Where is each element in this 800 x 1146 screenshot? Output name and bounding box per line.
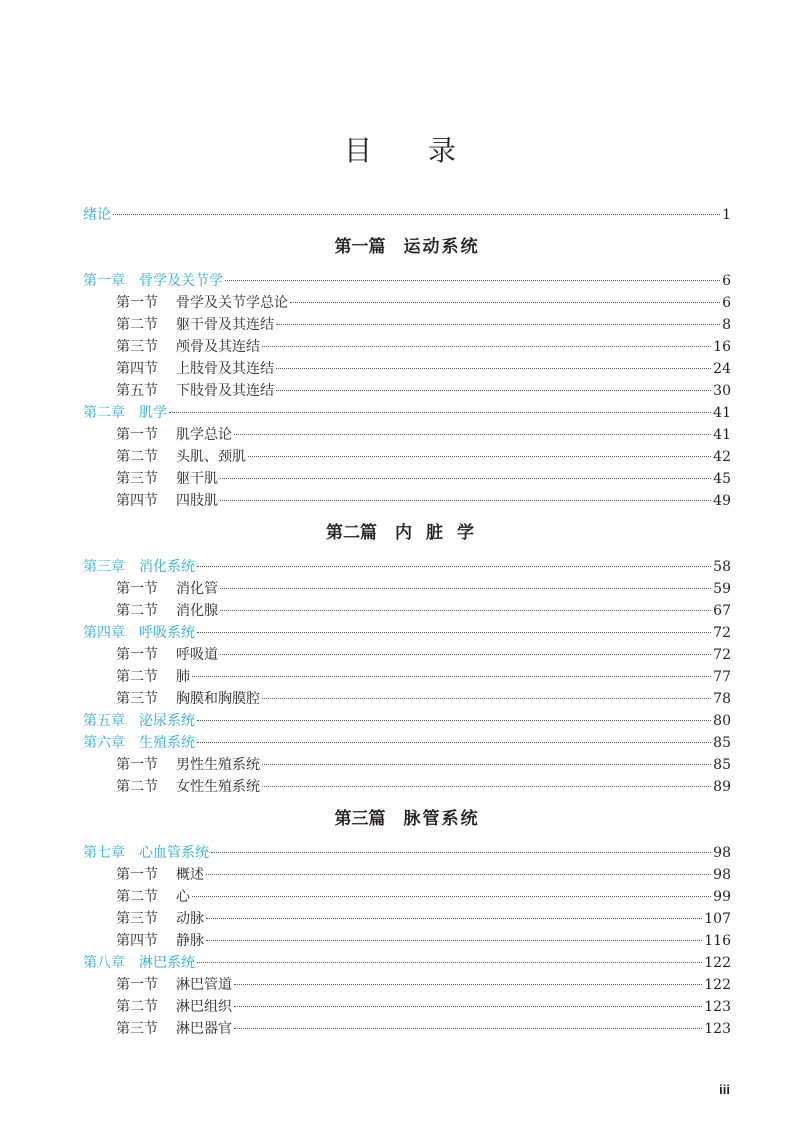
page-number: 80 bbox=[713, 713, 731, 729]
section-number: 第二节 bbox=[116, 889, 158, 905]
page-number: 77 bbox=[713, 669, 731, 685]
chapter-title: 呼吸系统 bbox=[139, 625, 195, 641]
section-number: 第三节 bbox=[116, 691, 158, 707]
dot-leader bbox=[206, 940, 702, 941]
page-number: 6 bbox=[722, 295, 731, 311]
section-number: 第一节 bbox=[116, 757, 158, 773]
page-number: 72 bbox=[713, 625, 731, 641]
chapter-title: 泌尿系统 bbox=[139, 713, 195, 729]
part-heading bbox=[83, 796, 731, 842]
dot-leader bbox=[220, 500, 711, 501]
page-number: 42 bbox=[713, 449, 731, 465]
page-number: 89 bbox=[713, 779, 731, 795]
toc-entry-chapter[interactable] bbox=[83, 556, 731, 578]
toc-entry-chapter[interactable] bbox=[83, 842, 731, 864]
toc-entry-section[interactable] bbox=[83, 974, 731, 996]
section-title: 消化管 bbox=[176, 581, 218, 597]
toc-entry-chapter[interactable] bbox=[83, 622, 731, 644]
section-number: 第一节 bbox=[116, 295, 158, 311]
section-title: 淋巴管道 bbox=[176, 977, 232, 993]
section-title: 下肢骨及其连结 bbox=[176, 383, 274, 399]
dot-leader bbox=[262, 764, 711, 765]
toc-entry-chapter[interactable] bbox=[83, 270, 731, 292]
section-title: 呼吸道 bbox=[176, 647, 218, 663]
dot-leader bbox=[276, 324, 720, 325]
section-number: 第二节 bbox=[116, 999, 158, 1015]
section-number: 第二节 bbox=[116, 779, 158, 795]
chapter-title: 消化系统 bbox=[139, 559, 195, 575]
section-number: 第一节 bbox=[116, 867, 158, 883]
page-number: 85 bbox=[713, 757, 731, 773]
dot-leader bbox=[197, 632, 711, 633]
page-number: 8 bbox=[722, 317, 731, 333]
section-number: 第四节 bbox=[116, 361, 158, 377]
section-number: 第二节 bbox=[116, 449, 158, 465]
toc-entry-section[interactable] bbox=[83, 644, 731, 666]
dot-leader bbox=[197, 742, 711, 743]
part-number: 第一篇 bbox=[334, 237, 386, 257]
section-title: 男性生殖系统 bbox=[176, 757, 260, 773]
section-number: 第五节 bbox=[116, 383, 158, 399]
toc-entry-section[interactable] bbox=[83, 754, 731, 776]
toc-entry-chapter[interactable] bbox=[83, 952, 731, 974]
page-number: 116 bbox=[704, 933, 731, 949]
page-number: 123 bbox=[704, 999, 731, 1015]
chapter-title: 心血管系统 bbox=[139, 845, 209, 861]
toc-entry-section[interactable] bbox=[83, 1018, 731, 1040]
page-number: 123 bbox=[704, 1021, 731, 1037]
dot-leader bbox=[220, 654, 711, 655]
section-number: 第三节 bbox=[116, 339, 158, 355]
toc-entry-section[interactable] bbox=[83, 336, 731, 358]
dot-leader bbox=[248, 456, 711, 457]
toc-entry-section[interactable] bbox=[83, 358, 731, 380]
dot-leader bbox=[290, 302, 720, 303]
toc-entry-section[interactable] bbox=[83, 578, 731, 600]
section-title: 概述 bbox=[176, 867, 204, 883]
page-number: 6 bbox=[722, 273, 731, 289]
toc-entry-section[interactable] bbox=[83, 886, 731, 908]
dot-leader bbox=[197, 962, 702, 963]
chapter-number: 第四章 bbox=[83, 625, 125, 641]
toc-entry-section[interactable] bbox=[83, 380, 731, 402]
section-title: 动脉 bbox=[176, 911, 204, 927]
section-number: 第一节 bbox=[116, 977, 158, 993]
dot-leader bbox=[220, 610, 711, 611]
section-number: 第四节 bbox=[116, 493, 158, 509]
page-number: 49 bbox=[713, 493, 731, 509]
part-heading bbox=[83, 224, 731, 270]
section-number: 第一节 bbox=[116, 647, 158, 663]
toc-entry-section[interactable] bbox=[83, 688, 731, 710]
chapter-number: 第二章 bbox=[83, 405, 125, 421]
chapter-number: 第五章 bbox=[83, 713, 125, 729]
section-title: 肺 bbox=[176, 669, 190, 685]
preface-label: 绪论 bbox=[83, 207, 111, 223]
section-title: 肌学总论 bbox=[176, 427, 232, 443]
dot-leader bbox=[220, 478, 711, 479]
part-number: 第三篇 bbox=[334, 809, 386, 829]
page-number: 59 bbox=[713, 581, 731, 597]
part-title: 运动系统 bbox=[403, 237, 480, 257]
section-title: 颅骨及其连结 bbox=[176, 339, 260, 355]
toc-entry-section[interactable] bbox=[83, 930, 731, 952]
toc-entry-section[interactable] bbox=[83, 996, 731, 1018]
section-title: 骨学及关节学总论 bbox=[176, 295, 288, 311]
page-number: 107 bbox=[704, 911, 731, 927]
dot-leader bbox=[220, 588, 711, 589]
page-title: 目录 bbox=[343, 134, 512, 167]
section-number: 第二节 bbox=[116, 317, 158, 333]
toc-entry-chapter[interactable] bbox=[83, 710, 731, 732]
dot-leader bbox=[262, 786, 711, 787]
toc-entry-section[interactable] bbox=[83, 666, 731, 688]
dot-leader bbox=[192, 896, 711, 897]
dot-leader bbox=[262, 346, 711, 347]
section-title: 心 bbox=[176, 889, 190, 905]
dot-leader bbox=[197, 720, 711, 721]
dot-leader bbox=[262, 698, 711, 699]
dot-leader bbox=[197, 566, 711, 567]
chapter-number: 第一章 bbox=[83, 273, 125, 289]
toc-entry-preface[interactable] bbox=[83, 204, 731, 226]
section-title: 胸膜和胸膜腔 bbox=[176, 691, 260, 707]
toc-entry-section[interactable] bbox=[83, 600, 731, 622]
section-number: 第四节 bbox=[116, 933, 158, 949]
toc-entry-section[interactable] bbox=[83, 908, 731, 930]
dot-leader bbox=[234, 984, 702, 985]
section-title: 淋巴器官 bbox=[176, 1021, 232, 1037]
dot-leader bbox=[169, 412, 711, 413]
page-number: 98 bbox=[713, 845, 731, 861]
page-number: 30 bbox=[713, 383, 731, 399]
part-title: 脉管系统 bbox=[403, 809, 480, 829]
section-title: 女性生殖系统 bbox=[176, 779, 260, 795]
page-number: 99 bbox=[713, 889, 731, 905]
chapter-number: 第八章 bbox=[83, 955, 125, 971]
section-number: 第二节 bbox=[116, 603, 158, 619]
chapter-title: 骨学及关节学 bbox=[139, 273, 223, 289]
page-number: 41 bbox=[713, 427, 731, 443]
page-number: 24 bbox=[713, 361, 731, 377]
toc-entry-section[interactable] bbox=[83, 490, 731, 512]
page-number: 16 bbox=[713, 339, 731, 355]
chapter-number: 第六章 bbox=[83, 735, 125, 751]
dot-leader bbox=[234, 434, 711, 435]
dot-leader bbox=[276, 390, 711, 391]
folio: iii bbox=[719, 1082, 730, 1097]
dot-leader bbox=[225, 280, 720, 281]
section-title: 消化腺 bbox=[176, 603, 218, 619]
chapter-title: 生殖系统 bbox=[139, 735, 195, 751]
page-number: 58 bbox=[713, 559, 731, 575]
section-title: 躯干肌 bbox=[176, 471, 218, 487]
section-number: 第二节 bbox=[116, 669, 158, 685]
dot-leader bbox=[276, 368, 711, 369]
toc-entry-chapter[interactable] bbox=[83, 732, 731, 754]
section-title: 四肢肌 bbox=[176, 493, 218, 509]
toc-entry-chapter[interactable] bbox=[83, 402, 731, 424]
parts-list bbox=[83, 224, 731, 1040]
section-title: 淋巴组织 bbox=[176, 999, 232, 1015]
page-number: 78 bbox=[713, 691, 731, 707]
dot-leader bbox=[113, 214, 720, 215]
section-title: 上肢骨及其连结 bbox=[176, 361, 274, 377]
dot-leader bbox=[206, 918, 702, 919]
chapter-title: 肌学 bbox=[139, 405, 167, 421]
section-number: 第一节 bbox=[116, 427, 158, 443]
section-title: 静脉 bbox=[176, 933, 204, 949]
page-number: 122 bbox=[704, 977, 731, 993]
section-number: 第一节 bbox=[116, 581, 158, 597]
section-number: 第三节 bbox=[116, 911, 158, 927]
page-number: 1 bbox=[722, 207, 731, 223]
dot-leader bbox=[192, 676, 711, 677]
dot-leader bbox=[234, 1006, 702, 1007]
toc-entry-section[interactable] bbox=[83, 314, 731, 336]
page-number: 85 bbox=[713, 735, 731, 751]
chapter-title: 淋巴系统 bbox=[139, 955, 195, 971]
toc-entry-section[interactable] bbox=[83, 446, 731, 468]
toc-entry-section[interactable] bbox=[83, 776, 731, 798]
page-number: 41 bbox=[713, 405, 731, 421]
page-number: 98 bbox=[713, 867, 731, 883]
toc-entry-section[interactable] bbox=[83, 424, 731, 446]
toc-entry-section[interactable] bbox=[83, 292, 731, 314]
page-number: 45 bbox=[713, 471, 731, 487]
toc-entry-section[interactable] bbox=[83, 468, 731, 490]
dot-leader bbox=[211, 852, 711, 853]
part-heading bbox=[83, 510, 731, 556]
part-number: 第二篇 bbox=[326, 523, 377, 543]
page-number: 72 bbox=[713, 647, 731, 663]
toc-entry-section[interactable] bbox=[83, 864, 731, 886]
dot-leader bbox=[234, 1028, 702, 1029]
section-number: 第三节 bbox=[116, 471, 158, 487]
chapter-number: 第三章 bbox=[83, 559, 125, 575]
section-number: 第三节 bbox=[116, 1021, 158, 1037]
section-title: 躯干骨及其连结 bbox=[176, 317, 274, 333]
table-of-contents bbox=[83, 204, 731, 1040]
page-number: 122 bbox=[704, 955, 731, 971]
chapter-number: 第七章 bbox=[83, 845, 125, 861]
dot-leader bbox=[206, 874, 711, 875]
part-title: 内脏学 bbox=[395, 523, 488, 543]
page-number: 67 bbox=[713, 603, 731, 619]
section-title: 头肌、颈肌 bbox=[176, 449, 246, 465]
